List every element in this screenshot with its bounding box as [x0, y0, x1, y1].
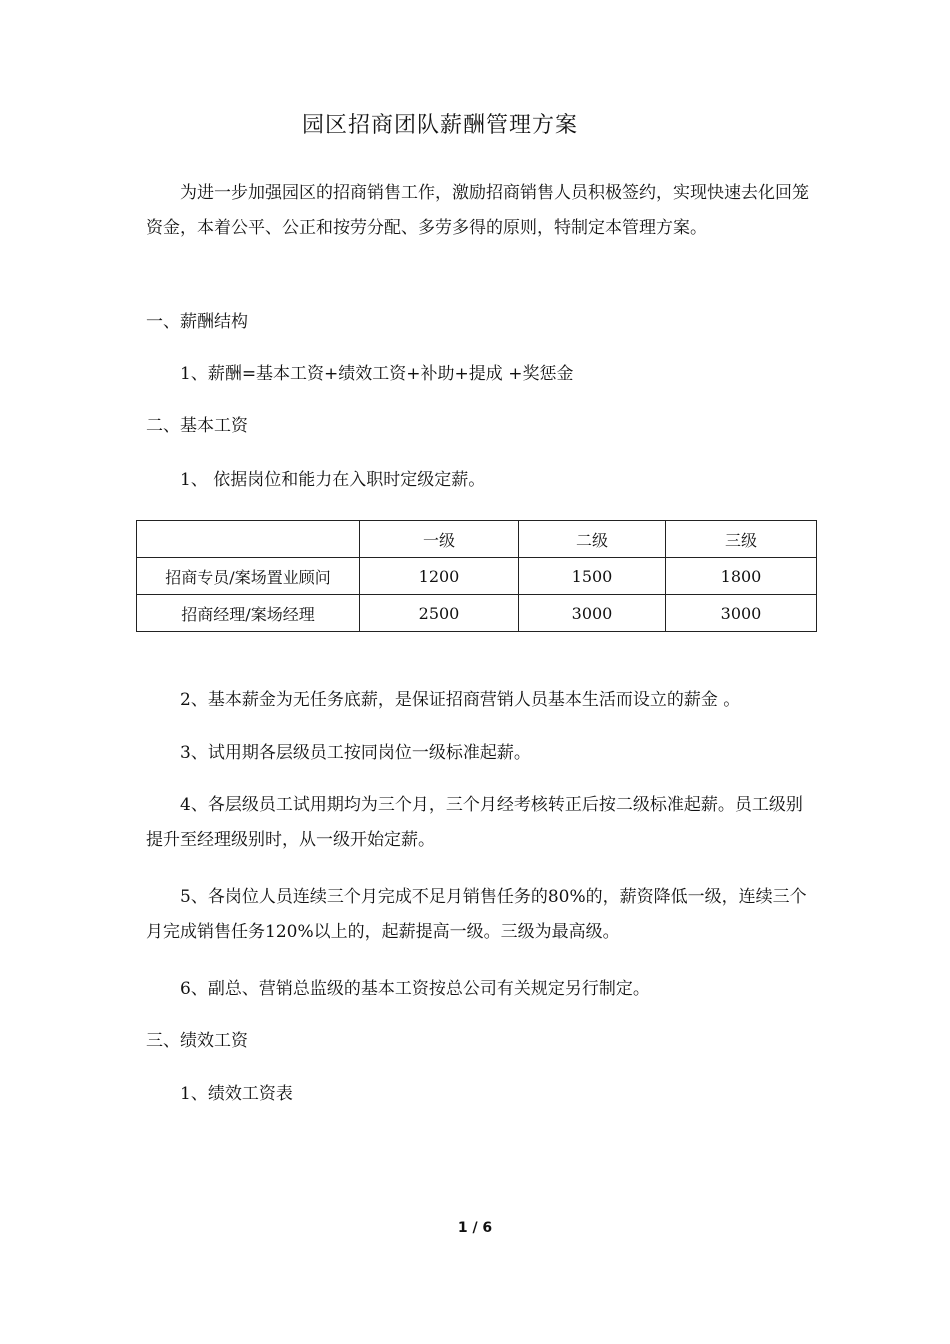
- section-2-item-5: 5、各岗位人员连续三个月完成不足月销售任务的80%的，薪资降低一级，连续三个月完成销售任务120%以上的，起薪提高一级。三级为最高级。: [146, 887, 807, 942]
- table-header-cell: 一级: [360, 521, 519, 558]
- table-cell: 1200: [360, 558, 519, 595]
- table-cell: 1500: [519, 558, 666, 595]
- section-2-item-3: 3、试用期各层级员工按同岗位一级标准起薪。: [180, 743, 531, 763]
- table-cell: 3000: [666, 595, 817, 632]
- table-cell: 1800: [666, 558, 817, 595]
- section-2-item-2: 2、基本薪金为无任务底薪，是保证招商营销人员基本生活而设立的薪金 。: [180, 690, 741, 710]
- table-header-cell: [137, 521, 360, 558]
- section-1-item-1: 1、薪酬=基本工资+绩效工资+补助+提成 +奖惩金: [180, 364, 574, 384]
- section-2-item-1: 1、 依据岗位和能力在入职时定级定薪。: [180, 470, 486, 490]
- table-row: [137, 558, 817, 595]
- table-cell: 招商经理/案场经理: [137, 595, 360, 632]
- section-3-heading: 三、绩效工资: [146, 1031, 248, 1051]
- section-2-heading: 二、基本工资: [146, 416, 248, 436]
- salary-table: [136, 520, 817, 632]
- page-number: 1 / 6: [457, 1220, 493, 1236]
- table-cell: 招商专员/案场置业顾问: [137, 558, 360, 595]
- section-1-heading: 一、薪酬结构: [146, 312, 248, 332]
- intro-paragraph: 为进一步加强园区的招商销售工作，激励招商销售人员积极签约，实现快速去化回笼资金，本着公平、公正和按劳分配、多劳多得的原则，特制定本管理方案。: [146, 183, 809, 238]
- table-cell: 3000: [519, 595, 666, 632]
- section-3-item-1: 1、绩效工资表: [180, 1084, 293, 1104]
- table-cell: 2500: [360, 595, 519, 632]
- table-row: [137, 595, 817, 632]
- table-header-row: [137, 521, 817, 558]
- page-title: 园区招商团队薪酬管理方案: [301, 113, 578, 138]
- section-2-item-6: 6、副总、营销总监级的基本工资按总公司有关规定另行制定。: [180, 979, 650, 999]
- section-2-item-4: 4、各层级员工试用期均为三个月，三个月经考核转正后按二级标准起薪。员工级别提升至经理级别时，从一级开始定薪。: [146, 795, 803, 850]
- table-header-cell: 二级: [519, 521, 666, 558]
- table-header-cell: 三级: [666, 521, 817, 558]
